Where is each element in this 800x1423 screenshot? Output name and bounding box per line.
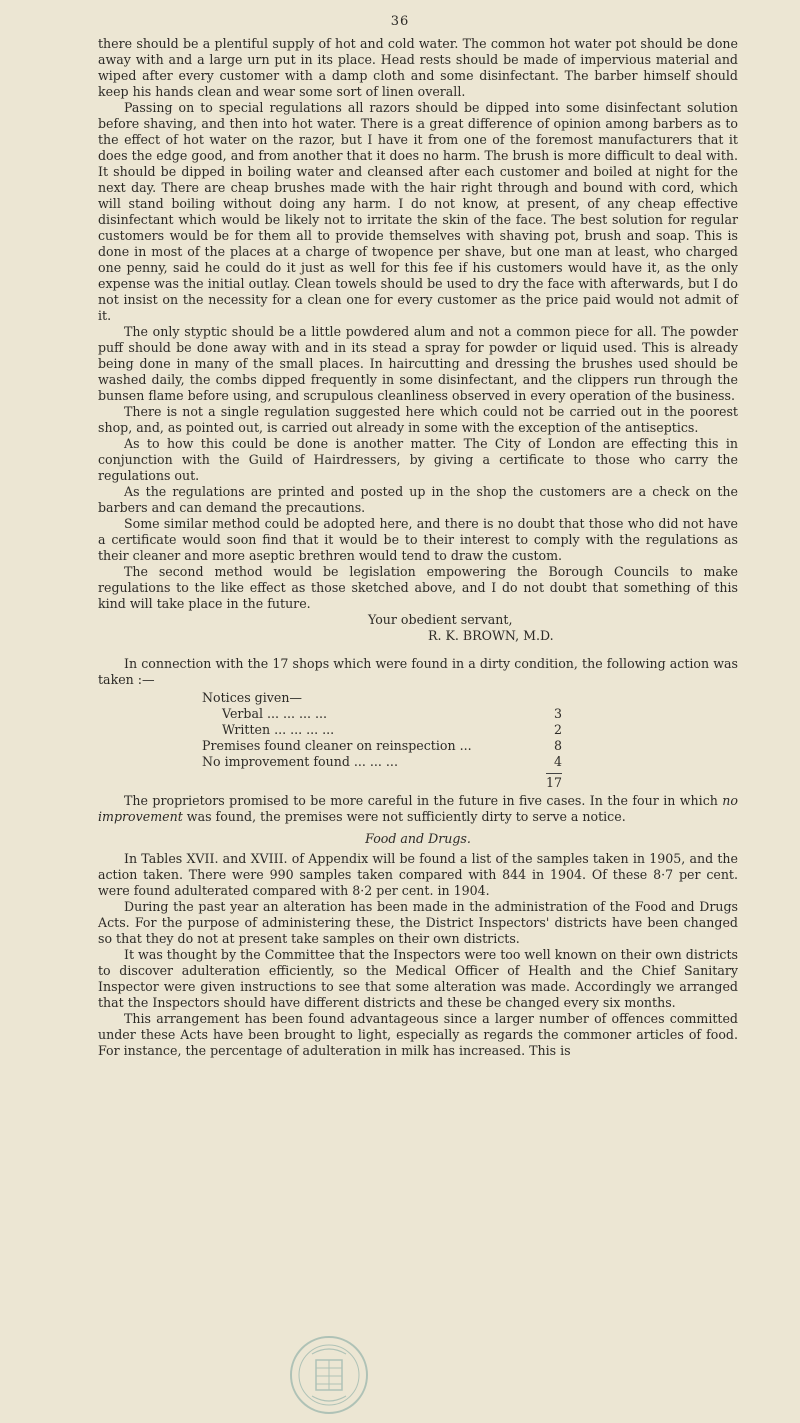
paragraph: The proprietors promised to be more careful in the future in five cases. In the four in which no improvement was found, the premises were not sufficiently dirty to serve a notice. [98,793,738,824]
paragraph: As the regulations are printed and posted up in the shop the customers are a check on the barbers and can demand the precautions. [98,484,738,515]
paragraph: In connection with the 17 shops which were found in a dirty condition, the following action was taken :— [98,656,738,687]
row-value: 4 [553,754,562,769]
total-rule [546,773,562,774]
paragraph: Some similar method could be adopted here, and there is no doubt that those who did not have a certificate would soon find that it would be to their interest to comply with the regulations as their cleaner and more aseptic brethren would tend to draw the custom. [98,516,738,563]
document-body [98,36,738,1059]
row-label: Verbal ... ... ... ... [222,706,328,721]
row-label: No improvement found ... ... ... [202,754,398,769]
paragraph: The second method would be legislation empowering the Borough Councils to make regulations to the like effect as those sketched above, and I do not doubt that something of this kind will take place in the future. [98,564,738,611]
paragraph: there should be a plentiful supply of hot and cold water. The common hot water pot should be done away with and a large urn put in its place. Head rests should be made of impervious material and wiped after every customer with a damp cloth and some disinfectant. The barber himself should keep his hands clean and wear some sort of linen overall. [98,36,738,99]
row-label: Premises found cleaner on reinspection ... [202,738,472,753]
table-total-row [202,775,562,791]
paragraph: There is not a single regulation suggested here which could not be carried out in the poorest shop, and, as pointed out, is carried out already in some with the exception of the antiseptics. [98,404,738,435]
table-row [202,706,562,722]
paragraph: This arrangement has been found advantageous since a larger number of offences committed under these Acts have been brought to light, especially as regards the commoner articles of food. For instance, the percentage of adulteration in milk has increased. This is [98,1011,738,1058]
paragraph: As to how this could be done is another matter. The City of London are effecting this in conjunction with the Guild of Hairdressers, by giving a certificate to those who carry the regulations out. [98,436,738,483]
section-heading: Food and Drugs. [365,831,471,846]
emphasis: no improvement [98,793,738,824]
paragraph: In Tables XVII. and XVIII. of Appendix will be found a list of the samples taken in 1905, and the action taken. There were 990 samples taken compared with 844 in 1904. Of these 8·7 per cent. were found adulterated compared with 8·2 per cent. in 1904. [98,851,738,898]
table-row [202,754,562,770]
page-number: 36 [390,14,410,29]
action-table [202,690,562,791]
paragraph: It was thought by the Committee that the Inspectors were too well known on their own districts to discover adulteration efficiently, so the Medical Officer of Health and the Chief Sanitary Inspector were given instructions to see that some alteration was made. Accordingly we arranged that the Inspectors should have different districts and these be changed every six months. [98,947,739,1010]
row-value: 8 [553,738,562,753]
table-row [202,722,562,738]
letter-closing: Your obedient servant, [368,612,513,627]
table-row [202,738,562,754]
letter-signature: R. K. BROWN, M.D. [428,628,554,643]
paragraph: During the past year an alteration has been made in the administration of the Food and Drugs Acts. For the purpose of administering these, the District Inspectors' districts have been changed so that they do not at present take samples on their own districts. [98,899,738,946]
table-total: 17 [545,775,562,790]
paragraph: Passing on to special regulations all razors should be dipped into some disinfectant solution before shaving, and then into hot water. There is a great difference of opinion among barbers as to the effect of hot water on the razor, but I have it from one of the foremost manufacturers that it does the edge good, and from another that it does no harm. The brush is more difficult to deal with. It should be dipped in boiling water and cleansed after each customer and boiled at night for the next day. There are cheap brushes made with the hair right through and bound with cord, which will stand boiling without doing any harm. I do not know, at present, of any cheap effective disinfectant which would be likely not to irritate the skin of the face. The best solution for regular customers would be for them all to provide themselves with shaving pot, brush and soap. This is done in most of the places at a charge of twopence per shave, but one man at least, who charged one penny, said he could do it just as well for this fee if his customers would have it, as the only expense was the initial outlay. Clean towels should be used to dry the face with afterwards, but I do not insist on the necessity for a clean one for every customer as the price paid would not admit of it. [98,100,738,323]
paragraph: The only styptic should be a little powdered alum and not a common piece for all. The powder puff should be done away with and in its stead a spray for powder or liquid used. This is already being done in many of the small places. In haircutting and dressing the brushes used should be washed daily, the combs dipped frequently in some disinfectant, and the clippers run through the bunsen flame before using, and scrupulous cleanliness observed in every operation of the business. [98,324,738,403]
row-value: 2 [553,722,562,737]
row-label: Written ... ... ... ... [222,722,335,737]
library-stamp-icon [286,1332,372,1418]
table-header: Notices given— [202,690,303,705]
row-value: 3 [553,706,562,721]
